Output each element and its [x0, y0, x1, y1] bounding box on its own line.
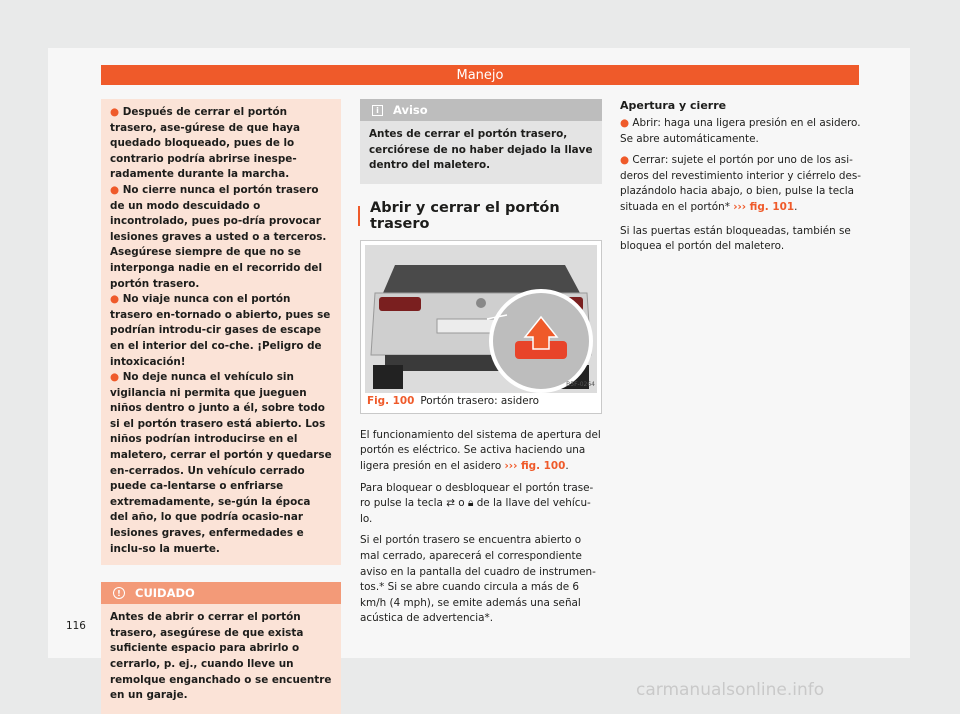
column-middle — [360, 99, 602, 633]
warning-box — [101, 99, 341, 565]
figure-caption — [367, 395, 539, 407]
figure-100 — [360, 240, 602, 414]
paragraph: El funcionamiento del sistema de apertura del portón es eléctrico. Se activa haciendo una ligera presión en el asidero ››› fig. 100. — [360, 428, 601, 472]
warning-item: ● Después de cerrar el portón trasero, ase-gúrese de que haya quedado bloqueado, pues de lo contrario podría abrirse inespe-radamente durante la marcha. — [110, 106, 301, 181]
bullet-icon: ● — [110, 293, 120, 306]
paragraph: Si el portón trasero se encuentra abierto o mal cerrado, aparecerá el correspondiente aviso en la pantalla del cuadro de instrumen-tos.* Si se abre cuando circula a más de 6 km/h (4 mph), se emite además una señal acústica de advertencia*. — [360, 534, 596, 625]
caution-header — [101, 582, 341, 604]
body-text — [360, 428, 602, 627]
warning-item: ● No viaje nunca con el portón trasero en-tornado o abierto, pues se podrían introdu-cir gases de escape en el interior del co-che. ¡Peligro de intoxicación! — [110, 293, 331, 368]
bullet-paragraph: ● Abrir: haga una ligera presión en el asidero. Se abre automáticamente. — [620, 117, 861, 145]
figure-label: Fig. 100 — [367, 394, 415, 407]
figure-caption-text: Portón trasero: asidero — [420, 394, 539, 407]
watermark: carmanualsonline.info — [636, 680, 825, 700]
note-text: Antes de cerrar el portón trasero, cerciórese de no haber dejado la llave dentro del maletero. — [369, 128, 593, 172]
caution-text: Antes de abrir o cerrar el portón trasero, asegúrese de que exista suficiente espacio para abrirlo o cerrarlo, p. ej., cuando lleve un remolque enganchado o se encuentre en un garaje. — [110, 611, 332, 702]
warning-item: ● No cierre nunca el portón trasero de un modo descuidado o incontrolado, pues po-dría provocar lesiones graves a usted o a terceros. Asegúrese siempre de que no se interponga nadie en el recorrido del portón trasero. — [110, 183, 327, 290]
page-header — [101, 65, 859, 85]
column-left — [101, 99, 341, 714]
tailgate-illustration — [365, 245, 597, 393]
header-title: Manejo — [456, 67, 504, 83]
note-box — [360, 99, 602, 184]
paragraph: Para bloquear o desbloquear el portón trase-ro pulse la tecla ⇄ o 🔒︎ de la llave del vehícu-lo. — [360, 481, 594, 525]
section-title: Abrir y cerrar el portón trasero — [358, 206, 602, 226]
caution-title: CUIDADO — [135, 586, 195, 601]
bullet-paragraph: ● Cerrar: sujete el portón por uno de los asi-deros del revestimiento interior y ciérrelo des-plazándolo hacia abajo, o bien, pulse la tecla situada en el portón* ››› fig. 101. — [620, 154, 862, 213]
bullet-icon: ● — [110, 183, 120, 196]
note-header — [360, 99, 602, 121]
bullet-icon: ● — [620, 154, 630, 167]
page-number: 116 — [66, 620, 86, 632]
paragraph: Si las puertas están bloqueadas, también se bloquea el portón del maletero. — [620, 224, 851, 253]
right-body — [620, 116, 862, 255]
caution-box — [101, 582, 341, 714]
info-icon: i — [372, 105, 383, 116]
figure-code: B5F-0264 — [566, 380, 595, 388]
car-key-icon: ⇄ — [446, 497, 455, 510]
bullet-icon: ● — [110, 106, 120, 118]
bullet-icon: ● — [110, 371, 120, 384]
figure-link[interactable]: ››› fig. 101 — [733, 200, 795, 213]
exclamation-circle-icon: ! — [113, 587, 125, 599]
warning-item: ● No deje nunca el vehículo sin vigilancia ni permita que jueguen niños dentro o junto a él, sobre todo si el portón trasero está abierto. Los niños podrían introducirse en el maletero, cerrar el portón y quedarse en-cerrados. Un vehículo cerrado puede ca-lentarse o enfriarse extremadamente, se-gún la época del año, lo que podría ocasio-nar lesiones graves, enfermedades e inclu-so la muerte. — [110, 371, 332, 555]
subheading: Apertura y cierre — [620, 99, 727, 112]
figure-link[interactable]: ››› fig. 100 — [504, 459, 566, 472]
lock-icon: 🔒︎ — [467, 497, 474, 510]
note-title: Aviso — [393, 103, 428, 117]
bullet-icon: ● — [620, 117, 630, 129]
column-right — [620, 99, 862, 261]
